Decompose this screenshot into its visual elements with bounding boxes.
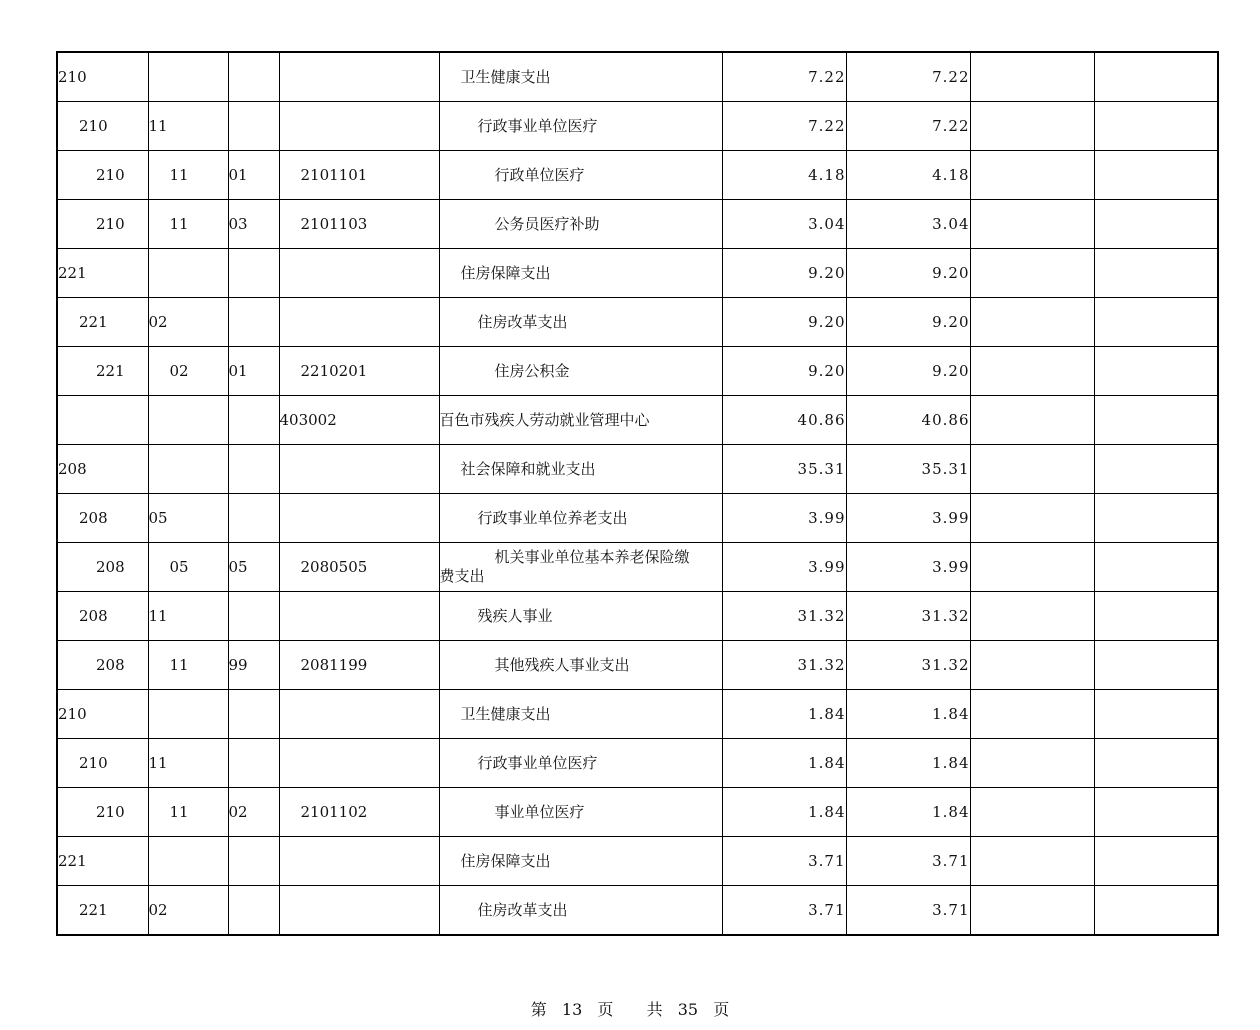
total-amount-cell: 1.84 [722, 739, 846, 788]
xiang-code-cell [228, 445, 279, 494]
kuan-code-cell: 11 [148, 641, 228, 690]
table-row [57, 52, 1218, 102]
item-name-cell: 残疾人事业 [439, 592, 722, 641]
basic-expense-cell: 9.20 [846, 249, 970, 298]
other-cell [1094, 641, 1218, 690]
xiang-code-cell [228, 739, 279, 788]
basic-expense-cell: 7.22 [846, 52, 970, 102]
xiang-code-cell [228, 886, 279, 936]
item-name-cell: 公务员医疗补助 [439, 200, 722, 249]
total-amount-cell: 31.32 [722, 592, 846, 641]
kuan-code-cell [148, 52, 228, 102]
item-name-cell: 百色市残疾人劳动就业管理中心 [439, 396, 722, 445]
item-name-cell: 卫生健康支出 [439, 690, 722, 739]
item-name-cell: 社会保障和就业支出 [439, 445, 722, 494]
table-row [57, 837, 1218, 886]
xiang-code-cell: 01 [228, 347, 279, 396]
function-code-cell [279, 249, 439, 298]
basic-expense-cell: 31.32 [846, 592, 970, 641]
xiang-code-cell: 99 [228, 641, 279, 690]
function-code-cell [279, 52, 439, 102]
project-expense-cell [970, 200, 1094, 249]
project-expense-cell [970, 445, 1094, 494]
table-row [57, 788, 1218, 837]
kuan-code-cell [148, 690, 228, 739]
xiang-code-cell [228, 592, 279, 641]
function-code-cell [279, 739, 439, 788]
class-code-cell: 221 [57, 249, 148, 298]
kuan-code-cell: 11 [148, 592, 228, 641]
kuan-code-cell: 02 [148, 298, 228, 347]
total-amount-cell: 9.20 [722, 298, 846, 347]
project-expense-cell [970, 298, 1094, 347]
project-expense-cell [970, 886, 1094, 936]
basic-expense-cell: 40.86 [846, 396, 970, 445]
function-code-cell [279, 494, 439, 543]
basic-expense-cell: 31.32 [846, 641, 970, 690]
other-cell [1094, 543, 1218, 592]
function-code-cell: 2101103 [279, 200, 439, 249]
item-name-cell: 住房改革支出 [439, 886, 722, 936]
function-code-cell [279, 298, 439, 347]
other-cell [1094, 837, 1218, 886]
function-code-cell [279, 690, 439, 739]
table-row [57, 494, 1218, 543]
item-name-line1: 机关事业单位基本养老保险缴 [494, 548, 690, 566]
function-code-cell [279, 837, 439, 886]
table-row [57, 347, 1218, 396]
total-amount-cell: 1.84 [722, 788, 846, 837]
project-expense-cell [970, 592, 1094, 641]
function-code-cell: 2101101 [279, 151, 439, 200]
table-row [57, 690, 1218, 739]
total-amount-cell: 3.99 [722, 543, 846, 592]
footer-gong: 共 [646, 1000, 663, 1019]
class-code-cell: 208 [57, 494, 148, 543]
class-code-cell: 221 [57, 298, 148, 347]
xiang-code-cell [228, 102, 279, 151]
class-code-cell: 210 [57, 52, 148, 102]
kuan-code-cell [148, 445, 228, 494]
total-amount-cell: 7.22 [722, 102, 846, 151]
basic-expense-cell: 1.84 [846, 690, 970, 739]
function-code-cell: 2081199 [279, 641, 439, 690]
table-row [57, 886, 1218, 936]
project-expense-cell [970, 641, 1094, 690]
footer-di: 第 [530, 1000, 547, 1019]
other-cell [1094, 200, 1218, 249]
kuan-code-cell: 11 [148, 739, 228, 788]
table-row [57, 592, 1218, 641]
function-code-cell [279, 592, 439, 641]
other-cell [1094, 249, 1218, 298]
class-code-cell: 210 [57, 690, 148, 739]
class-code-cell: 221 [57, 347, 148, 396]
xiang-code-cell: 03 [228, 200, 279, 249]
total-amount-cell: 35.31 [722, 445, 846, 494]
xiang-code-cell: 05 [228, 543, 279, 592]
project-expense-cell [970, 102, 1094, 151]
other-cell [1094, 298, 1218, 347]
item-name-cell: 住房保障支出 [439, 837, 722, 886]
item-name-cell: 行政事业单位医疗 [439, 102, 722, 151]
other-cell [1094, 592, 1218, 641]
item-name-cell: 住房公积金 [439, 347, 722, 396]
total-amount-cell: 3.04 [722, 200, 846, 249]
function-code-cell: 2080505 [279, 543, 439, 592]
kuan-code-cell: 11 [148, 788, 228, 837]
xiang-code-cell [228, 690, 279, 739]
item-name-cell: 行政事业单位养老支出 [439, 494, 722, 543]
table-row [57, 102, 1218, 151]
function-code-cell [279, 102, 439, 151]
total-amount-cell: 31.32 [722, 641, 846, 690]
kuan-code-cell [148, 837, 228, 886]
project-expense-cell [970, 494, 1094, 543]
project-expense-cell [970, 837, 1094, 886]
item-name-cell [439, 543, 722, 592]
class-code-cell: 210 [57, 151, 148, 200]
total-amount-cell: 9.20 [722, 347, 846, 396]
total-amount-cell: 7.22 [722, 52, 846, 102]
footer-ye2: 页 [713, 1000, 730, 1019]
function-code-cell: 2210201 [279, 347, 439, 396]
total-amount-cell: 3.99 [722, 494, 846, 543]
project-expense-cell [970, 52, 1094, 102]
project-expense-cell [970, 690, 1094, 739]
class-code-cell: 221 [57, 886, 148, 936]
project-expense-cell [970, 543, 1094, 592]
table-row [57, 298, 1218, 347]
xiang-code-cell [228, 298, 279, 347]
class-code-cell: 210 [57, 739, 148, 788]
other-cell [1094, 151, 1218, 200]
item-name-cell: 住房保障支出 [439, 249, 722, 298]
project-expense-cell [970, 739, 1094, 788]
project-expense-cell [970, 151, 1094, 200]
total-amount-cell: 4.18 [722, 151, 846, 200]
total-amount-cell: 1.84 [722, 690, 846, 739]
table-row [57, 445, 1218, 494]
basic-expense-cell: 7.22 [846, 102, 970, 151]
item-name-cell: 卫生健康支出 [439, 52, 722, 102]
basic-expense-cell: 1.84 [846, 788, 970, 837]
other-cell [1094, 739, 1218, 788]
total-amount-cell: 40.86 [722, 396, 846, 445]
class-code-cell: 208 [57, 641, 148, 690]
project-expense-cell [970, 249, 1094, 298]
kuan-code-cell [148, 396, 228, 445]
basic-expense-cell: 3.71 [846, 886, 970, 936]
other-cell [1094, 690, 1218, 739]
basic-expense-cell: 9.20 [846, 298, 970, 347]
basic-expense-cell: 1.84 [846, 739, 970, 788]
table-row [57, 641, 1218, 690]
function-code-cell [279, 886, 439, 936]
project-expense-cell [970, 396, 1094, 445]
item-name-cell: 其他残疾人事业支出 [439, 641, 722, 690]
basic-expense-cell: 3.71 [846, 837, 970, 886]
xiang-code-cell: 02 [228, 788, 279, 837]
total-amount-cell: 3.71 [722, 837, 846, 886]
table-row [57, 200, 1218, 249]
other-cell [1094, 347, 1218, 396]
class-code-cell: 208 [57, 445, 148, 494]
item-name-cell: 行政事业单位医疗 [439, 739, 722, 788]
xiang-code-cell [228, 52, 279, 102]
class-code-cell: 221 [57, 837, 148, 886]
footer-ye: 页 [597, 1000, 614, 1019]
function-code-cell: 403002 [279, 396, 439, 445]
other-cell [1094, 102, 1218, 151]
other-cell [1094, 494, 1218, 543]
other-cell [1094, 52, 1218, 102]
other-cell [1094, 396, 1218, 445]
table-body [57, 52, 1218, 935]
kuan-code-cell: 02 [148, 886, 228, 936]
xiang-code-cell [228, 396, 279, 445]
project-expense-cell [970, 788, 1094, 837]
kuan-code-cell: 11 [148, 102, 228, 151]
other-cell [1094, 445, 1218, 494]
item-name-cell: 行政单位医疗 [439, 151, 722, 200]
function-code-cell [279, 445, 439, 494]
other-cell [1094, 886, 1218, 936]
item-name-line2: 费支出 [439, 567, 485, 585]
total-amount-cell: 3.71 [722, 886, 846, 936]
xiang-code-cell [228, 494, 279, 543]
project-expense-cell [970, 347, 1094, 396]
kuan-code-cell: 11 [148, 200, 228, 249]
table-row [57, 739, 1218, 788]
class-code-cell: 208 [57, 543, 148, 592]
class-code-cell: 208 [57, 592, 148, 641]
footer-total-pages: 35 [677, 1000, 699, 1019]
table-row [57, 396, 1218, 445]
basic-expense-cell: 3.99 [846, 494, 970, 543]
class-code-cell: 210 [57, 102, 148, 151]
total-amount-cell: 9.20 [722, 249, 846, 298]
basic-expense-cell: 9.20 [846, 347, 970, 396]
item-name-cell: 住房改革支出 [439, 298, 722, 347]
budget-table [56, 51, 1219, 936]
basic-expense-cell: 4.18 [846, 151, 970, 200]
class-code-cell [57, 396, 148, 445]
function-code-cell: 2101102 [279, 788, 439, 837]
kuan-code-cell: 02 [148, 347, 228, 396]
table-row [57, 543, 1218, 592]
xiang-code-cell [228, 837, 279, 886]
basic-expense-cell: 35.31 [846, 445, 970, 494]
table-row [57, 249, 1218, 298]
class-code-cell: 210 [57, 200, 148, 249]
kuan-code-cell: 05 [148, 543, 228, 592]
xiang-code-cell: 01 [228, 151, 279, 200]
table-row [57, 151, 1218, 200]
class-code-cell: 210 [57, 788, 148, 837]
other-cell [1094, 788, 1218, 837]
kuan-code-cell: 11 [148, 151, 228, 200]
basic-expense-cell: 3.04 [846, 200, 970, 249]
item-name-cell: 事业单位医疗 [439, 788, 722, 837]
kuan-code-cell [148, 249, 228, 298]
kuan-code-cell: 05 [148, 494, 228, 543]
xiang-code-cell [228, 249, 279, 298]
page-footer [0, 997, 1260, 1020]
footer-page-number: 13 [561, 1000, 583, 1019]
basic-expense-cell: 3.99 [846, 543, 970, 592]
